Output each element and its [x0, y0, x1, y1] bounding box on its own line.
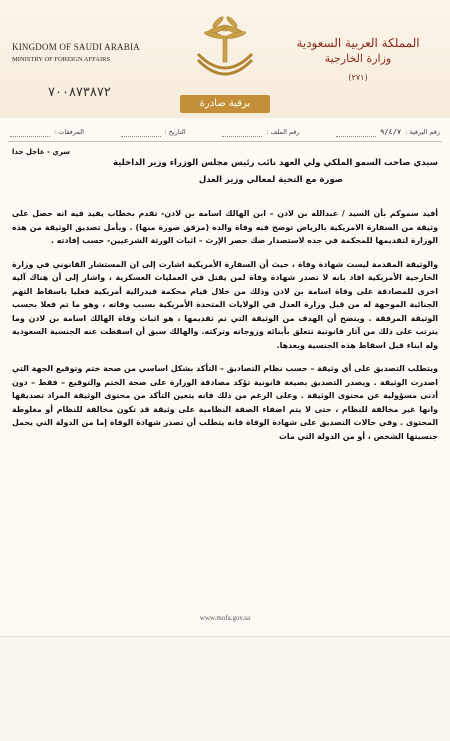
file-number-line — [222, 128, 262, 137]
file-number-field — [222, 128, 299, 137]
date-label: التاريخ : — [164, 128, 186, 136]
cable-number-value: ٩/٤/٧ — [380, 128, 402, 136]
letter-body — [12, 148, 438, 443]
kingdom-name-en: KINGDOM OF SAUDI ARABIA — [12, 42, 140, 52]
cable-number-field — [336, 128, 440, 137]
attachments-line — [10, 128, 50, 137]
ministry-name-ar: وزارة الخارجية — [324, 52, 392, 65]
attachments-label: المرفقات : — [54, 128, 84, 136]
paragraph-3: ويتطلب التصديق على أي وثيقة – حسب نظام التصاديق – التأكد بشكل اساسي من صحة ختم وتوقيع الجهة التي اصدرت الوثيقة . ويصدر التصديق بصيغة قانونية تؤكد مصادقة الوزارة على صحة الختم والتوقيع – فقط – دون أدنى مسؤولية عن محتوى الوثيقة . وعلى الرغم من ذلك فانه يتعين التأكد من محتوى الوثيقة المراد تصديقها وانها غير مخالفة للنظام ، حتى لا يتم اضفاء الصفة النظامية على وثيقة قد تكون مخالفة للنظام أو مغلوطة المحتوى . وفي حالات التصديق على شهادة الوفاة فانه يتطلب أن تصدر شهادة الوفاة إما من الدولة التي يحمل جنسيتها الشخص ، أو من الدولة التي مات — [12, 364, 438, 441]
reference-row — [10, 125, 440, 139]
carbon-copy: صورة مع التحية لمعالي وزير العدل — [198, 175, 343, 185]
cable-number-label: رقم البرقية : — [405, 128, 440, 136]
file-number-label: رقم الملف : — [266, 128, 300, 136]
attachments-field — [10, 128, 84, 137]
classification: سري - عاجل جدا — [12, 148, 71, 156]
saudi-emblem-icon — [188, 8, 262, 92]
ministry-website: www.mofa.gov.sa — [199, 614, 251, 622]
arabic-letterhead — [288, 36, 428, 82]
header-divider — [8, 141, 442, 142]
english-letterhead — [12, 42, 162, 100]
cable-number-line — [336, 128, 376, 137]
date-field — [121, 128, 186, 137]
kingdom-name-ar: المملكة العربية السعودية — [296, 36, 420, 50]
ministry-name-en: MINISTRY OF FOREIGN AFFAIRS — [12, 56, 111, 63]
arabic-code: (٢٧١) — [348, 73, 368, 82]
document-number: ٧٠٠٨٧٣٨٧٢ — [48, 85, 111, 100]
outgoing-cable-badge: برقية صادرة — [180, 95, 270, 113]
date-line — [121, 128, 161, 137]
addressee: سيدي صاحب السمو الملكي ولي العهد نائب رئيس مجلس الوزراء وزير الداخلية — [112, 158, 438, 168]
paragraph-1: أفيد سموكم بأن السيد / عبدالله بن لادن – ابن الهالك اسامه بن لادن- تقدم بخطاب يفيد فيه انه حصل على وثيقة من السفارة الامريكية بالرياض توضح فيه وفاة والده (مرفق صورة منها) . ويأمل تصديق الوثيقة من هذه الوزارة لتقديمها للمحكمة في جده لاستصدار صك حصر الإرث – اثبات الورثة الشرعيين- حسب إفادته . — [12, 209, 438, 245]
paragraph-2: والوثيقة المقدمة ليست شهادة وفاة ، حيث أن السفارة الأمريكية اشارت إلى ان المستشار القانوني في وزارة الخارجية الأمريكية افاد بانه لا تصدر شهادة وفاة لمن يقتل في العمليات العسكرية ، واشار إلى أن هناك آلية اخرى للمصادقة على وفاة اسامة بن لادن وذلك من خلال قيام محكمة فيدرالية أمريكية فعليا باسقاط التهم الجنائية الموجهة له من قبل وزارة العدل في الولايات المتحدة الأمريكية بسبب وفاته ، وهو ما تم فعلا بحسب الوثيقة المرفقة . ويتضح أن الهدف من الوثيقة التي تم تقديمها ، هو اثبات وفاة الهالك اسامة بن لادن وما يترتب على ذلك من آثار قانونية تتعلق بأبنائه وزوجاته وتركته. والهالك سبق أن اسقطت عنه الجنسية السعودية وله ابناء قبل اسقاط هذه الجنسية وبعدها. — [12, 259, 438, 350]
